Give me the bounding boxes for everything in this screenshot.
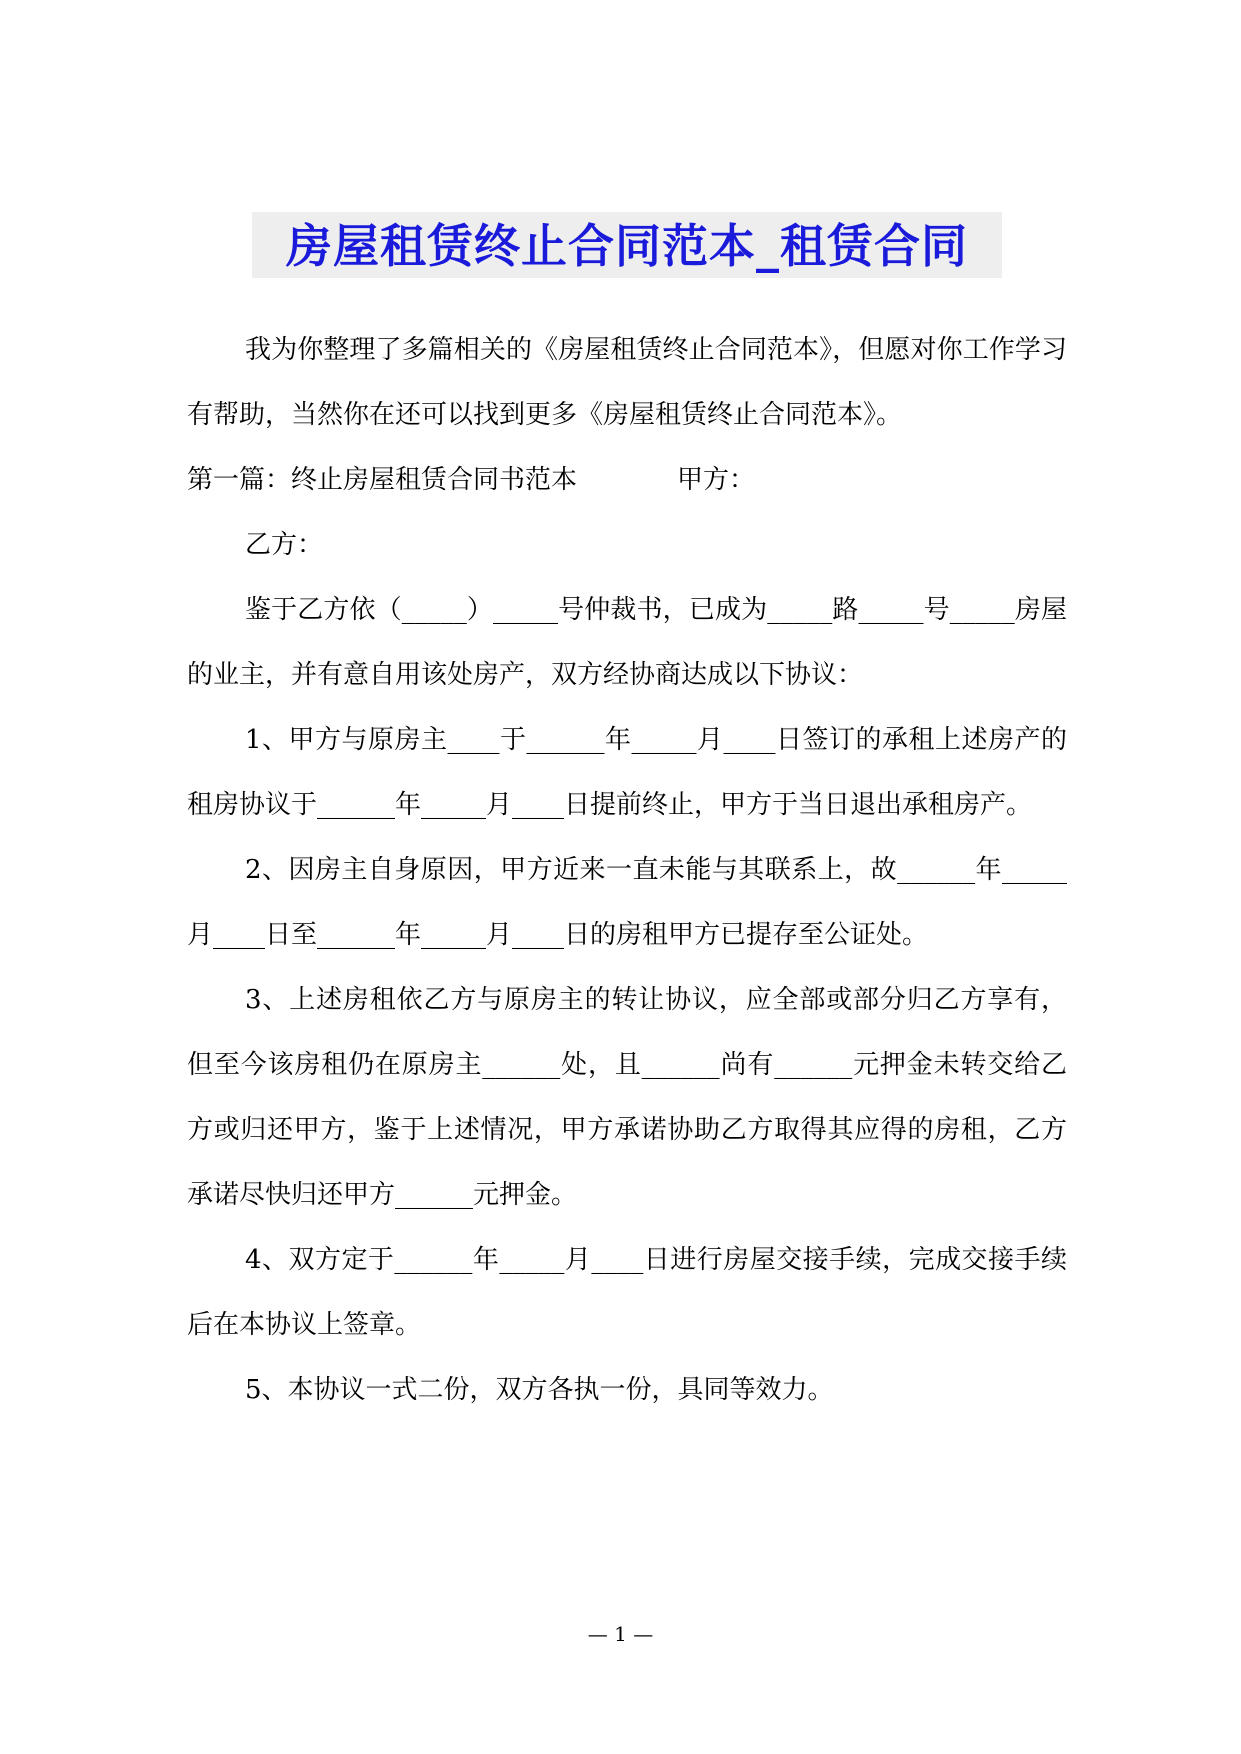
- page-number: — 1 —: [587, 1622, 654, 1646]
- clause-2: 2、因房主自身原因，甲方近来一直未能与其联系上，故______年_____月____日至______年_____月____日的房租甲方已提存至公证处。: [187, 855, 1067, 950]
- preamble-paragraph: 鉴于乙方依（_____）_____号仲裁书，已成为_____路_____号_____房屋的业主，并有意自用该处房产，双方经协商达成以下协议：: [187, 595, 1067, 690]
- intro-paragraph: 我为你整理了多篇相关的《房屋租赁终止合同范本》，但愿对你工作学习有帮助，当然你在还可以找到更多《房屋租赁终止合同范本》。: [187, 335, 1067, 430]
- document-title: 房屋租赁终止合同范本_租赁合同: [286, 219, 968, 273]
- section-heading-line: [187, 448, 1067, 513]
- clause-3: 3、上述房租依乙方与原房主的转让协议，应全部或部分归乙方享有，但至今该房租仍在原房主______处，且______尚有______元押金未转交给乙方或归还甲方，鉴于上述情况，甲方承诺协助乙方取得其应得的房租，乙方承诺尽快归还甲方______元押金。: [187, 985, 1067, 1210]
- party-a-label: 甲方：: [677, 465, 756, 495]
- clause-1: 1、甲方与原房主____于______年_____月____日签订的承租上述房产的租房协议于______年_____月____日提前终止，甲方于当日退出承租房产。: [187, 725, 1067, 820]
- party-b-label: 乙方：: [245, 530, 324, 560]
- clause-5: 5、本协议一式二份，双方各执一份，具同等效力。: [245, 1375, 834, 1405]
- section-heading: 第一篇：终止房屋租赁合同书范本: [187, 465, 578, 495]
- document-body: [187, 318, 1067, 1423]
- clause-4: 4、双方定于______年_____月____日进行房屋交接手续，完成交接手续后在本协议上签章。: [187, 1245, 1067, 1340]
